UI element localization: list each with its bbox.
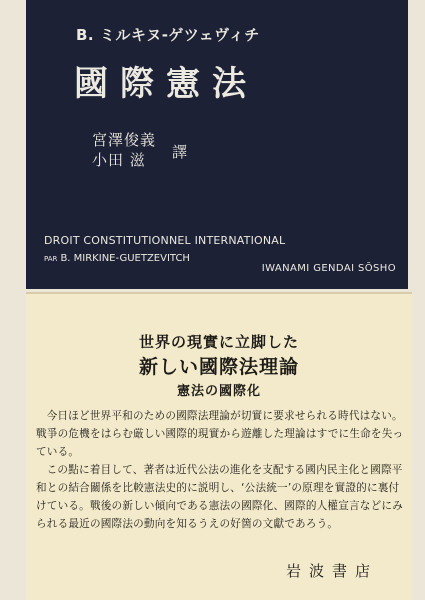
book-title: 國際憲法 bbox=[74, 64, 258, 104]
french-author-line bbox=[44, 253, 190, 264]
obi-headline-2: 新しい國際法理論 bbox=[138, 356, 299, 378]
obi-description bbox=[36, 407, 404, 533]
obi-headline-3: 憲法の國際化 bbox=[176, 384, 261, 399]
french-title: DROIT CONSTITUTIONNEL INTERNATIONAL bbox=[44, 234, 286, 247]
obi-headline-1: 世界の現實に立脚した bbox=[138, 333, 299, 351]
obi-paragraph-1: 今日ほど世界平和のための國際法理論が切實に要求せられる時代はない。戰爭の危機をはらむ厳しい國際的現實から遊離した理論はすでに生命を失っている。 bbox=[36, 410, 404, 458]
translator-1: 宮澤俊義 bbox=[92, 131, 157, 149]
series-name: IWANAMI GENDAI SŌSHO bbox=[261, 263, 396, 274]
obi-paragraph-2: この點に着目して、著者は近代公法の進化を支配する國内民主化と國際平和との結合關係を比較憲法史的に説明し、‘公法統一’の原理を實證的に裏付けている。戰後の新しい傾向である憲法の國際化、國際的人權宣言などにみられる最近の國際法の動向を知るうえの好箇の文獻であろう。 bbox=[36, 464, 403, 530]
publisher-name: 岩波書店 bbox=[285, 562, 378, 580]
book-cover bbox=[26, 0, 408, 289]
translator-list bbox=[92, 130, 156, 170]
translator-2: 小田 滋 bbox=[92, 151, 146, 169]
translator-suffix: 譯 bbox=[172, 143, 188, 161]
author-name: B. ミルキヌ-ゲツェヴィチ bbox=[76, 26, 260, 44]
obi-band bbox=[26, 292, 412, 600]
french-author: B. MIRKINE-GUETZEVITCH bbox=[60, 253, 190, 264]
french-author-prefix: PAR bbox=[44, 255, 58, 263]
